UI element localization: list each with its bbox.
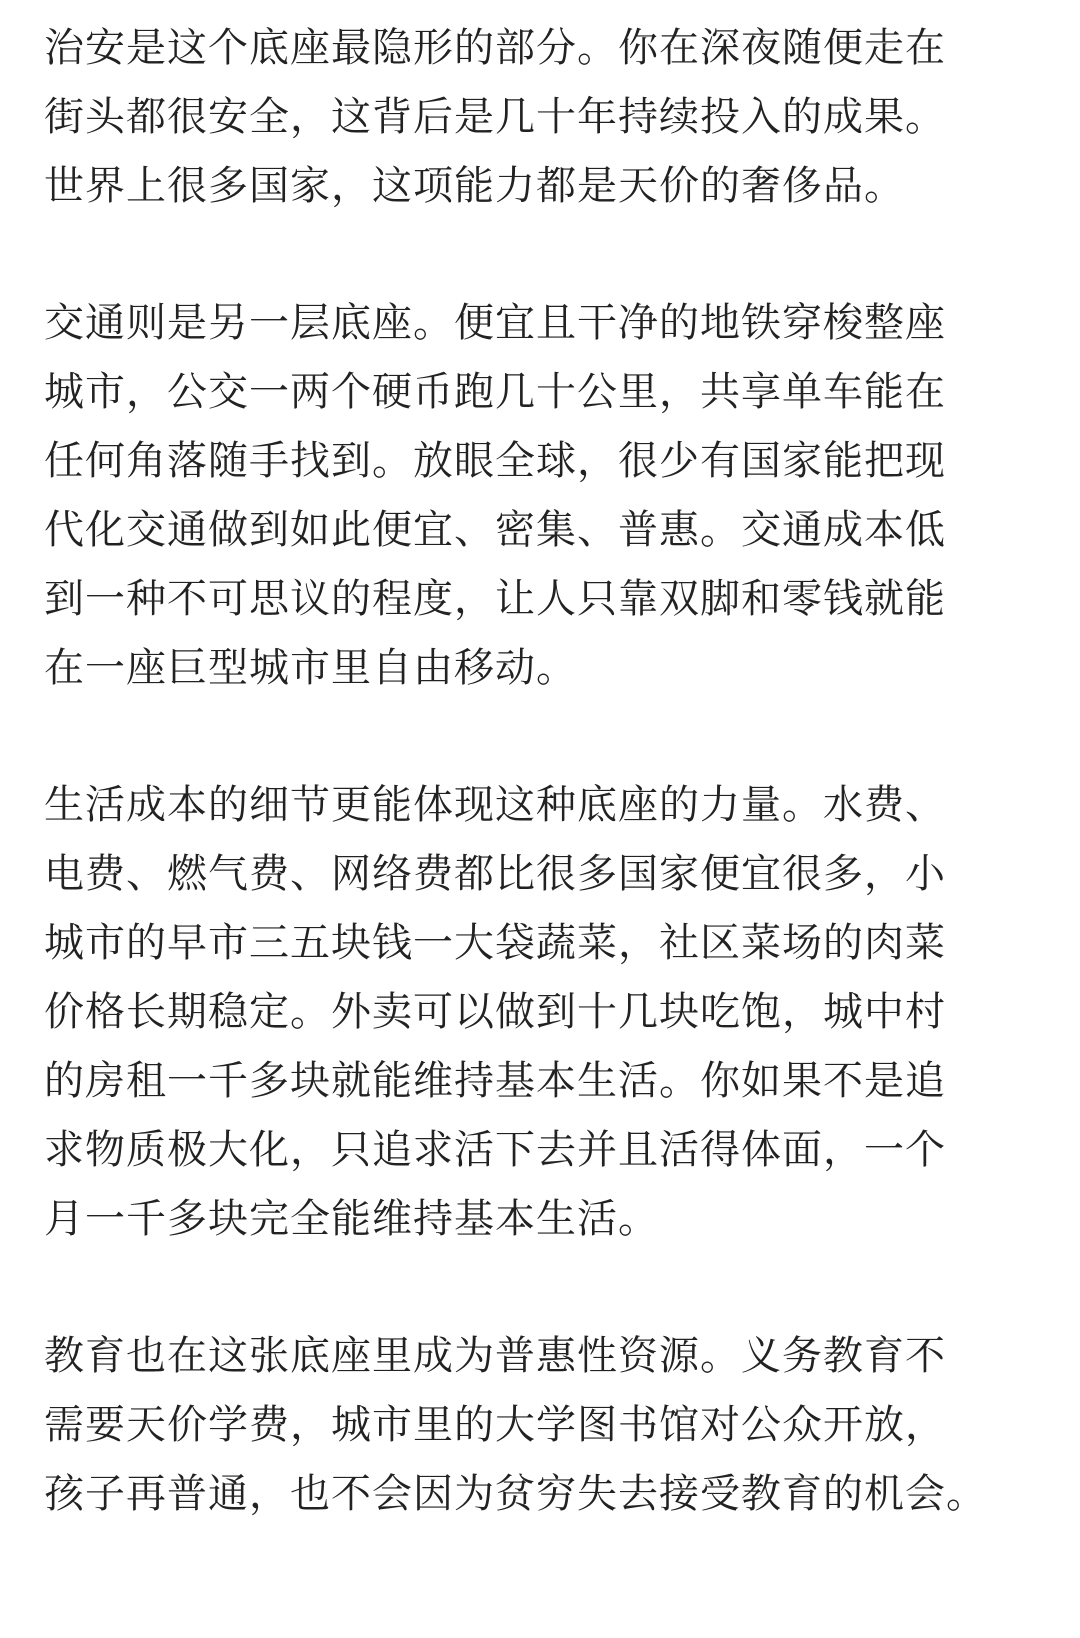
text-line: 到一种不可思议的程度，让人只靠双脚和零钱就能 (44, 576, 946, 622)
text-line: 的房租一千多块就能维持基本生活。你如果不是追 (44, 1058, 946, 1104)
text-line: 需要天价学费，城市里的大学图书馆对公众开放， (44, 1402, 946, 1448)
text-line: 生活成本的细节更能体现这种底座的力量。水费、 (44, 782, 946, 828)
text-line: 教育也在这张底座里成为普惠性资源。义务教育不 (44, 1333, 946, 1379)
paragraph-public-safety (44, 14, 1044, 221)
text-line: 月一千多块完全能维持基本生活。 (44, 1196, 659, 1242)
text-line: 价格长期稳定。外卖可以做到十几块吃饱，城中村 (44, 989, 946, 1035)
text-line: 城市，公交一两个硬币跑几十公里，共享单车能在 (44, 369, 946, 415)
article-body (44, 14, 1044, 1597)
text-line: 代化交通做到如此便宜、密集、普惠。交通成本低 (44, 507, 946, 553)
paragraph-cost-of-living (44, 771, 1044, 1254)
text-line: 在一座巨型城市里自由移动。 (44, 645, 577, 691)
text-line: 治安是这个底座最隐形的部分。你在深夜随便走在 (44, 25, 946, 71)
text-line: 城市的早市三五块钱一大袋蔬菜，社区菜场的肉菜 (44, 920, 946, 966)
text-line: 世界上很多国家，这项能力都是天价的奢侈品。 (44, 163, 905, 209)
text-line: 求物质极大化，只追求活下去并且活得体面，一个 (44, 1127, 946, 1173)
text-line: 任何角落随手找到。放眼全球，很少有国家能把现 (44, 438, 946, 484)
text-line: 交通则是另一层底座。便宜且干净的地铁穿梭整座 (44, 300, 946, 346)
text-line: 电费、燃气费、网络费都比很多国家便宜很多，小 (44, 851, 946, 897)
text-line: 孩子再普通，也不会因为贫穷失去接受教育的机会。 (44, 1471, 987, 1517)
paragraph-education (44, 1322, 1044, 1529)
paragraph-transportation (44, 289, 1044, 703)
text-line: 街头都很安全，这背后是几十年持续投入的成果。 (44, 94, 946, 140)
